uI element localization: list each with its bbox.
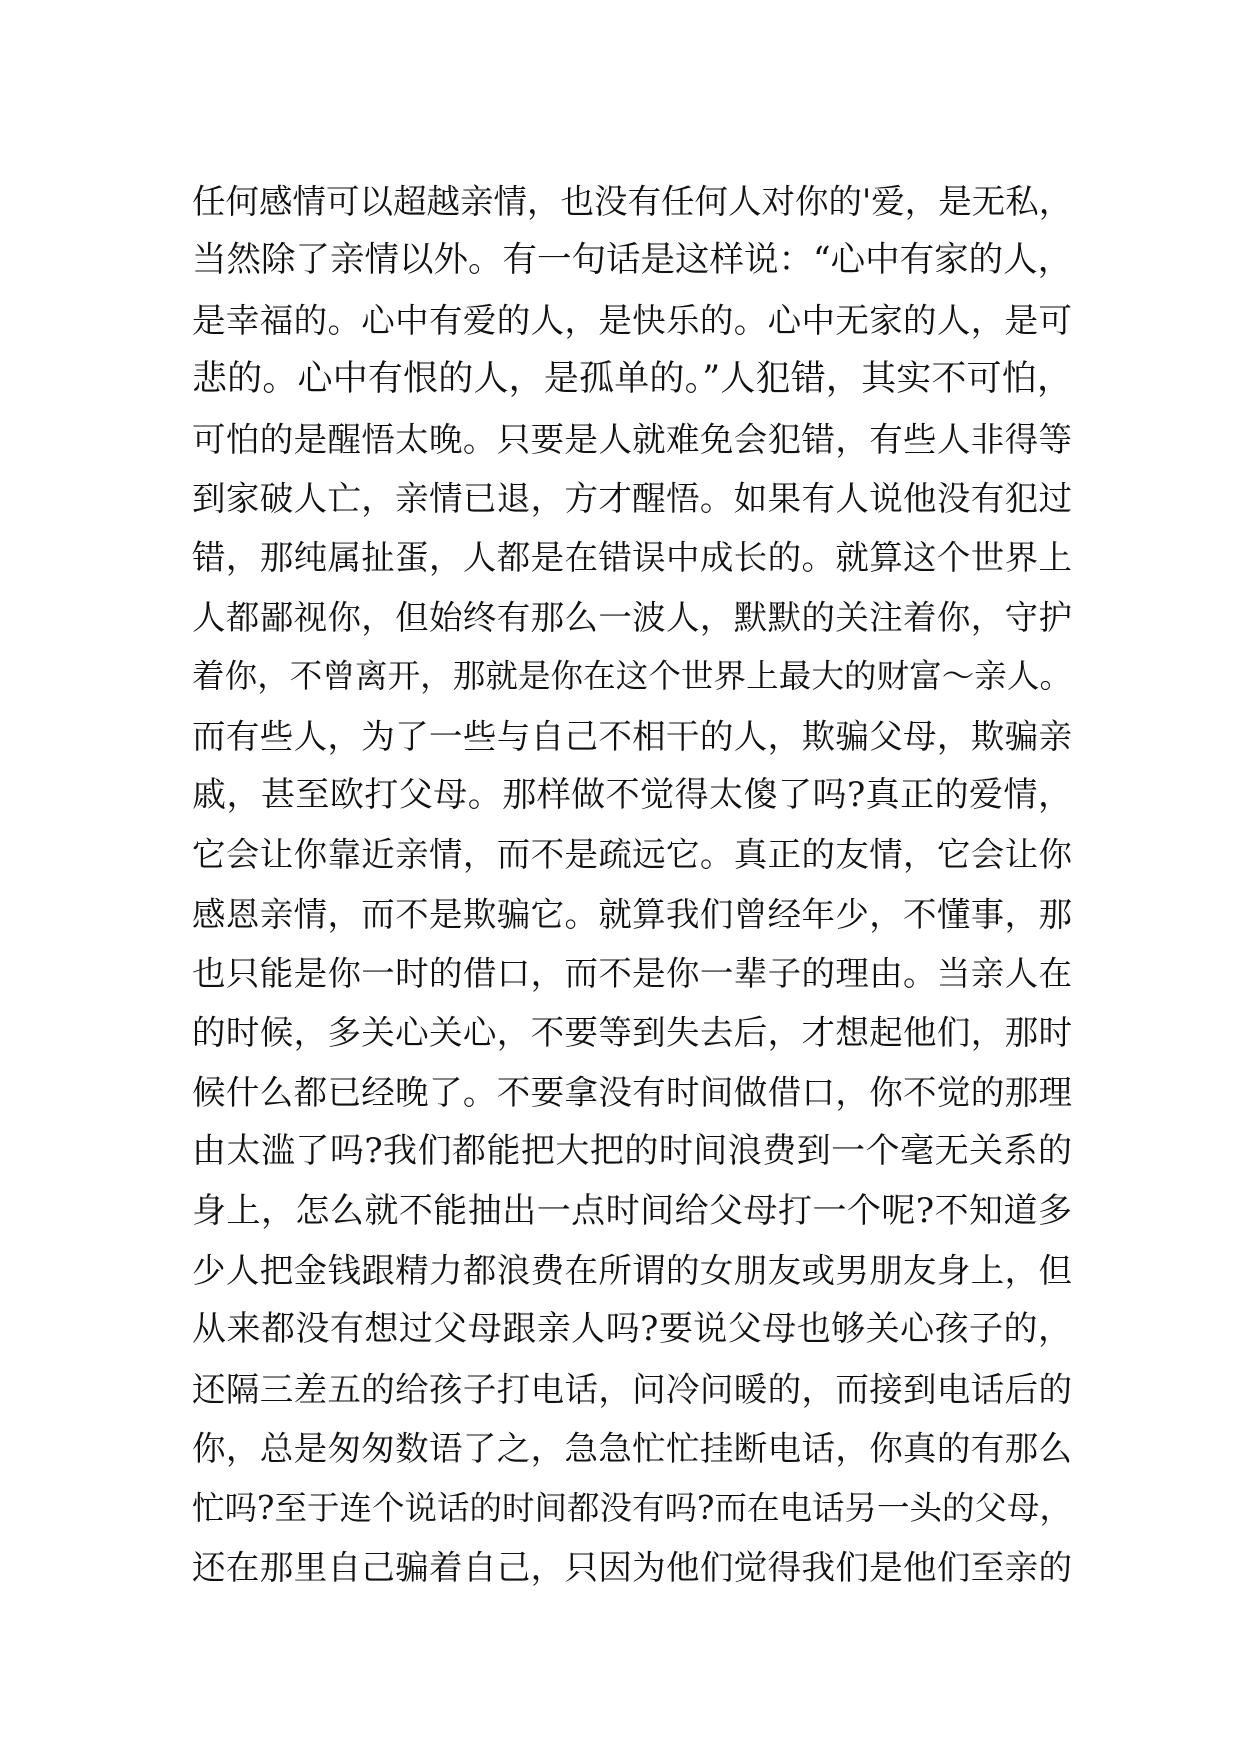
text-line: 悲的。心中有恨的人，是孤单的。”人犯错，其实不可怕， — [192, 359, 1072, 400]
text-line: 身上，怎么就不能抽出一点时间给父母打一个呢?不知道多 — [192, 1190, 1072, 1231]
text-line: 的时候，多关心关心，不要等到失去后，才想起他们，那时 — [192, 1013, 1072, 1053]
text-line: 你，总是匆匆数语了之，急急忙忙挂断电话，你真的有那么 — [192, 1429, 1072, 1469]
text-line: 当然除了亲情以外。有一句话是这样说：“心中有家的人， — [192, 240, 1073, 281]
text-line: 错，那纯属扯蛋，人都是在错误中成长的。就算这个世界上 — [192, 538, 1072, 578]
text-line: 而有些人，为了一些与自己不相干的人，欺骗父母，欺骗亲 — [192, 716, 1072, 756]
text-line: 任何感情可以超越亲情，也没有任何人对你的'爱，是无私， — [192, 182, 1073, 221]
body-text — [192, 172, 1072, 1597]
text-line: 人都鄙视你，但始终有那么一波人，默默的关注着你，守护 — [192, 597, 1072, 637]
text-line: 忙吗?至于连个说话的时间都没有吗?而在电话另一头的父母， — [192, 1488, 1072, 1527]
text-line: 还在那里自己骗着自己，只因为他们觉得我们是他们至亲的 — [192, 1547, 1072, 1587]
text-line: 它会让你靠近亲情，而不是疏远它。真正的友情，它会让你 — [192, 835, 1072, 875]
text-line: 可怕的是醒悟太晚。只要是人就难免会犯错，有些人非得等 — [192, 419, 1072, 459]
text-line: 还隔三差五的给孩子打电话，问冷问暖的，而接到电话后的 — [192, 1369, 1072, 1409]
text-line: 感恩亲情，而不是欺骗它。就算我们曾经年少，不懂事，那 — [192, 894, 1072, 934]
text-line: 从来都没有想过父母跟亲人吗?要说父母也够关心孩子的， — [192, 1309, 1072, 1350]
text-line: 少人把金钱跟精力都浪费在所谓的女朋友或男朋友身上，但 — [192, 1251, 1072, 1291]
text-line: 也只能是你一时的借口，而不是你一辈子的理由。当亲人在 — [192, 954, 1072, 994]
text-line: 候什么都已经晚了。不要拿没有时间做借口，你不觉的那理 — [192, 1072, 1072, 1112]
text-line: 戚，甚至欧打父母。那样做不觉得太傻了吗?真正的爱情， — [192, 774, 1072, 815]
text-line: 是幸福的。心中有爱的人，是快乐的。心中无家的人，是可 — [192, 300, 1072, 340]
text-line: 着你，不曾离开，那就是你在这个世界上最大的财富～亲人。 — [192, 657, 1072, 696]
text-line: 到家破人亡，亲情已退，方才醒悟。如果有人说他没有犯过 — [192, 478, 1072, 518]
text-line: 由太滥了吗?我们都能把大把的时间浪费到一个毫无关系的 — [192, 1131, 1072, 1172]
